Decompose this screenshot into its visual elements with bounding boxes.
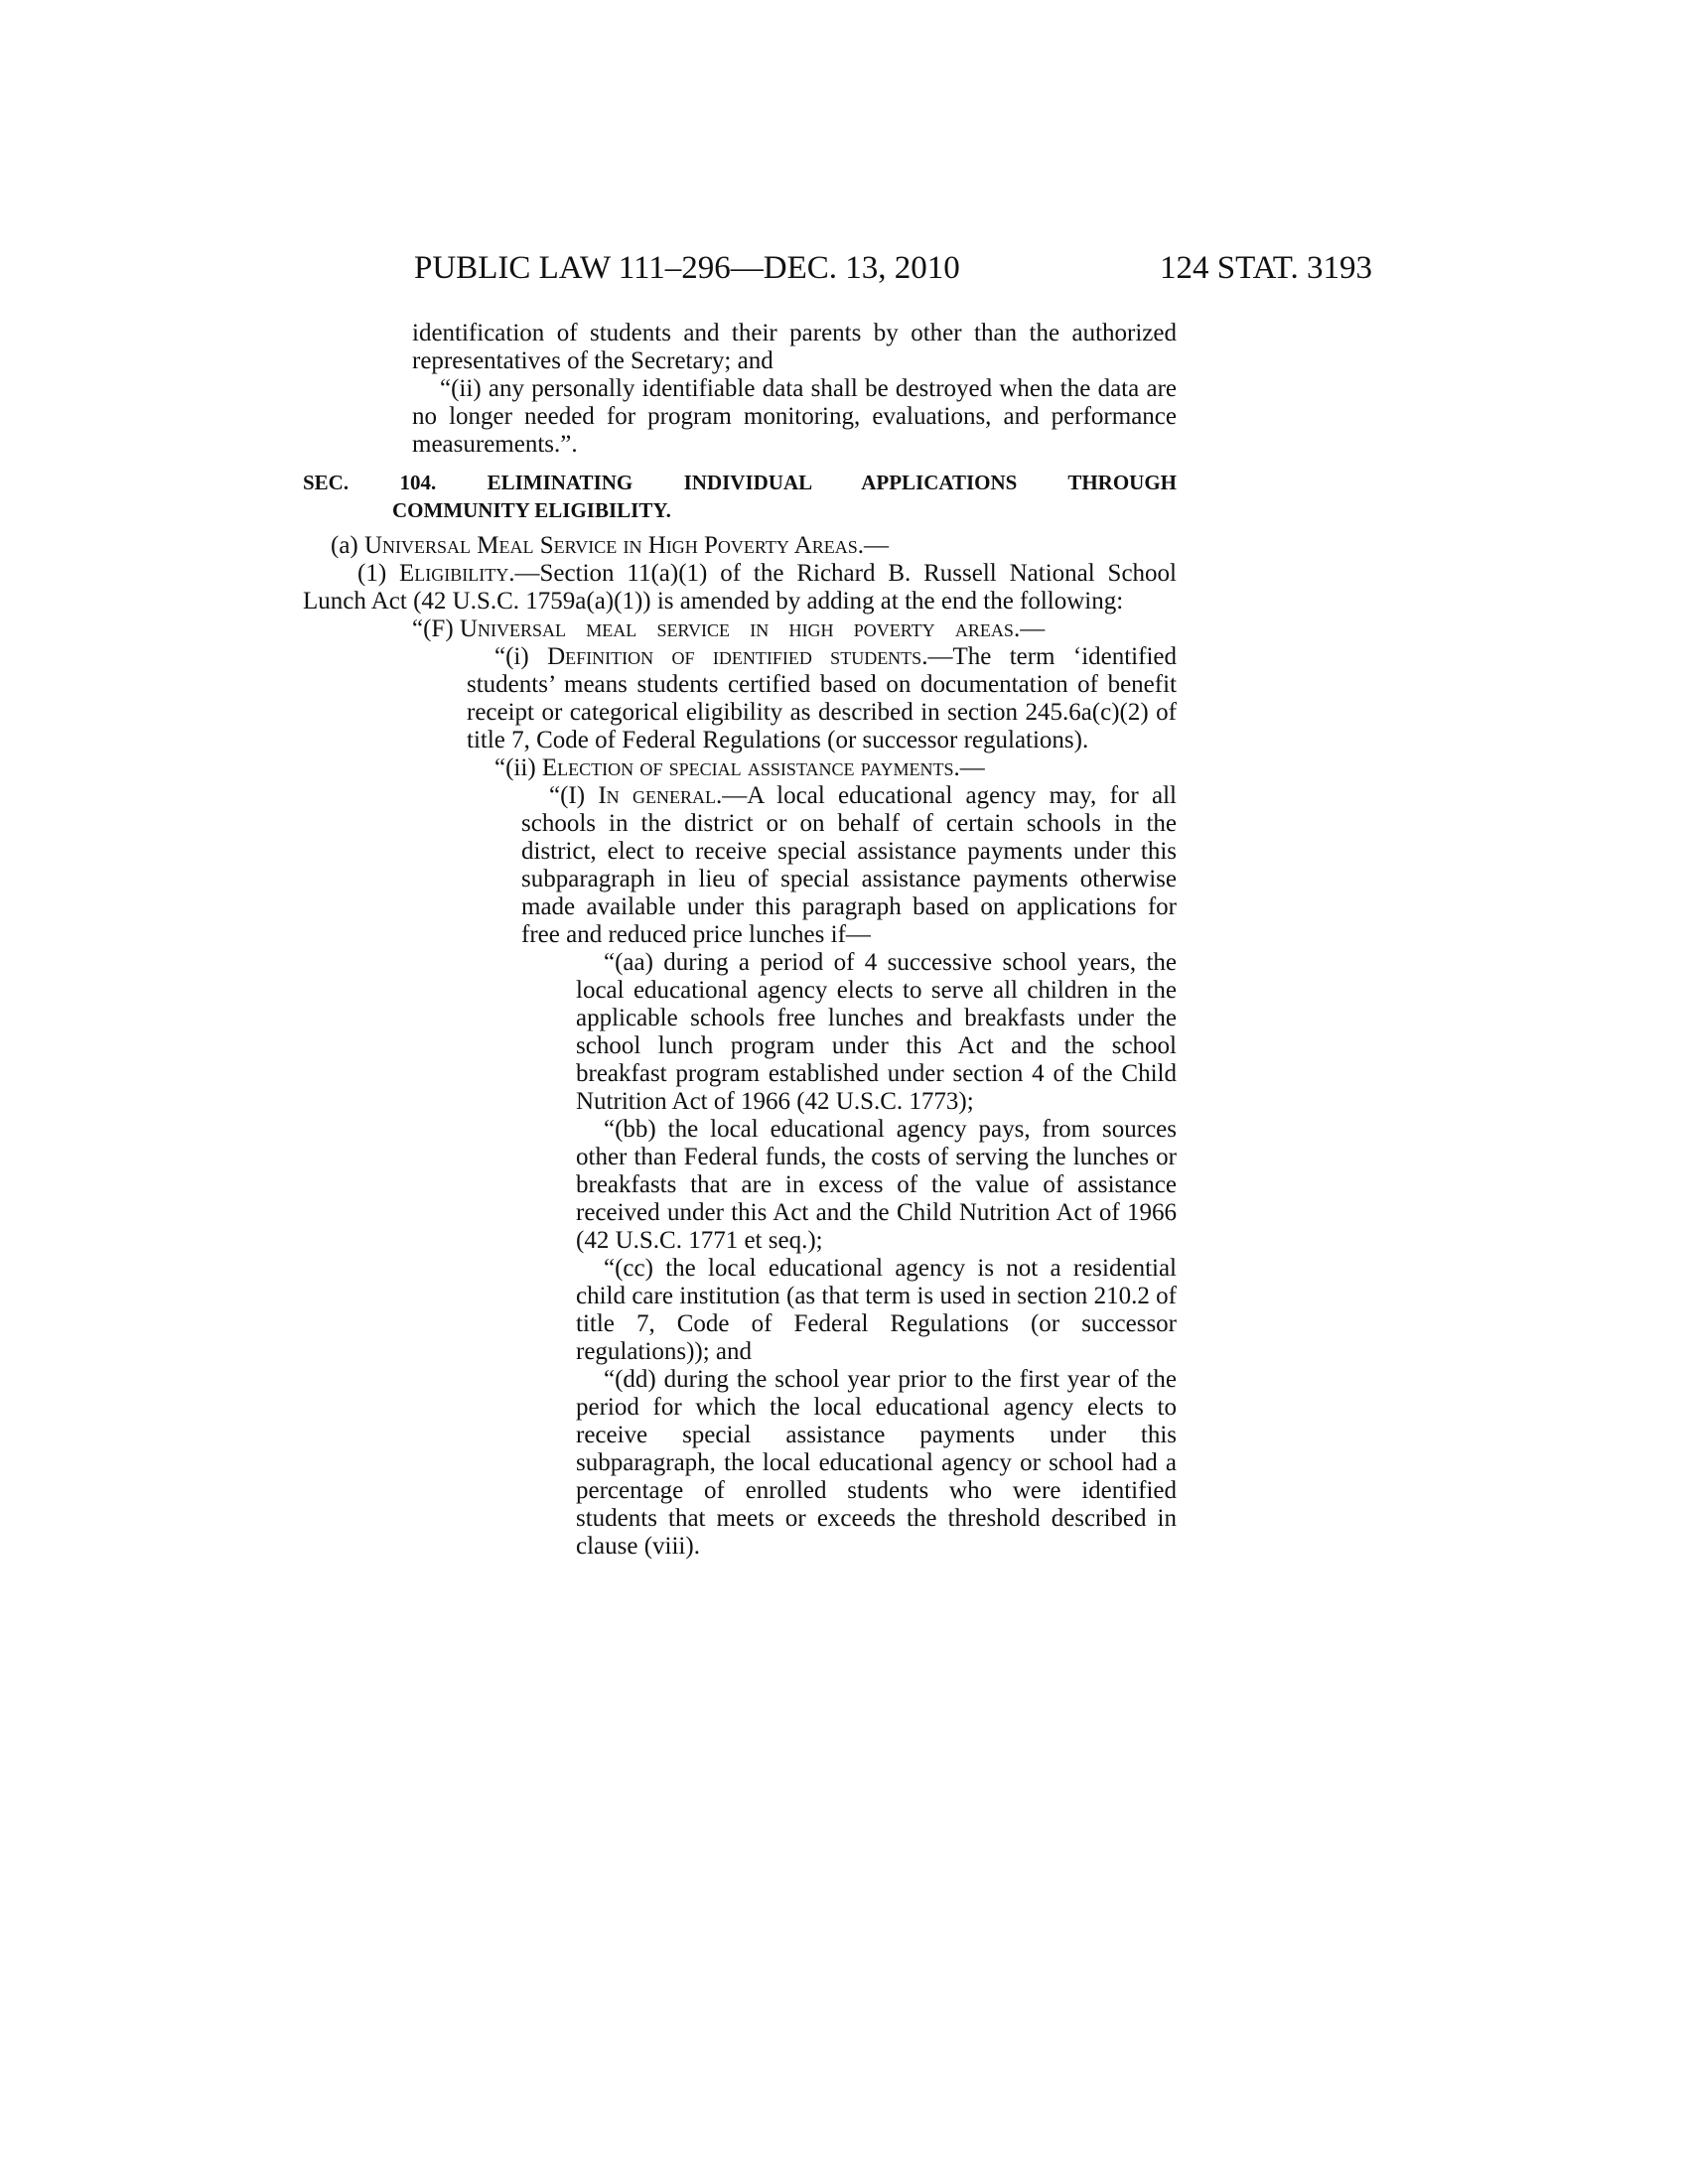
paragraph-continuation: identification of students and their parents by other than the authorized representatives of the Secretary; and	[412, 320, 1177, 374]
clause-ii-label: “(ii)	[494, 754, 542, 781]
section-heading	[303, 469, 1177, 524]
subsection-a-heading	[303, 532, 1177, 560]
paragraph-1-text: .—Section 11(a)(1) of the Richard B. Russell National School Lunch Act (42 U.S.C. 1759a(a)(1)) is amended by adding at the end the following:	[303, 560, 1177, 614]
item-bb: “(bb) the local educational agency pays, from sources other than Federal funds, the costs of serving the lunches or breakfasts that are in excess of the value of assistance received under this Act and the Child Nutrition Act of 1966 (42 U.S.C. 1771 et seq.);	[576, 1116, 1177, 1254]
subparagraph-F-title: Universal meal service in high poverty areas	[459, 615, 1014, 642]
section-heading-line1: SEC. 104. ELIMINATING INDIVIDUAL APPLICATIONS THROUGH	[303, 471, 1177, 494]
paragraph-1-title: Eligibility	[399, 560, 509, 587]
section-heading-line2: COMMUNITY ELIGIBILITY.	[392, 498, 671, 522]
clause-ii-data-destruction: “(ii) any personally identifiable data shall be destroyed when the data are no longer needed for program monitoring, evaluations, and performance measurements.”.	[412, 375, 1177, 458]
subclause-I-general	[357, 782, 1177, 949]
clause-ii-dash: .—	[953, 754, 985, 781]
paragraph-1-eligibility	[303, 560, 1177, 615]
clause-i-definition	[357, 643, 1177, 754]
subclause-I-title: In general	[598, 782, 716, 809]
subsection-a-label: (a)	[331, 532, 364, 559]
subclause-I-text: .—A local educational agency may, for all schools in the district or on behalf of certain schools in the district, elect to receive special assistance payments under this subparagraph in lieu of special assistance payments otherwise made available under this paragraph based on applications for free and reduced price lunches if—	[521, 782, 1178, 948]
clause-ii-election	[357, 754, 1177, 782]
item-dd: “(dd) during the school year prior to the first year of the period for which the local educational agency elects to receive special assistance payments under this subparagraph, the local educational agency or school had a percentage of enrolled students who were identified students that meets or exceeds the threshold described in clause (viii).	[576, 1366, 1177, 1560]
running-header	[414, 248, 1372, 288]
subsection-a-title: Universal Meal Service in High Poverty Areas	[364, 532, 858, 559]
subclause-I-label: “(I)	[549, 782, 599, 809]
clause-i-label: “(i)	[494, 643, 548, 670]
document-body	[303, 320, 1178, 1561]
subsection-a-dash: .—	[857, 532, 890, 559]
subparagraph-F-heading	[357, 615, 1177, 643]
clause-ii-title: Election of special assistance payments	[541, 754, 954, 781]
item-aa: “(aa) during a period of 4 successive school years, the local educational agency elects to serve all children in the applicable schools free lunches and breakfasts under the school lunch program under this Act and the school breakfast program established under section 4 of the Child Nutrition Act of 1966 (42 U.S.C. 1773);	[576, 949, 1177, 1115]
subparagraph-F-label: “(F)	[412, 615, 460, 642]
item-cc: “(cc) the local educational agency is not a residential child care institution (as that term is used in section 210.2 of title 7, Code of Federal Regulations (or successor regulations)); and	[576, 1255, 1177, 1365]
paragraph-1-label: (1)	[357, 560, 400, 587]
subparagraph-F-dash: .—	[1013, 615, 1046, 642]
clause-i-text: .—The term ‘identified students’ means students certified based on documentation of benefit receipt or categorical eligibility as described in section 245.6a(c)(2) of title 7, Code of Federal Regulations (or successor regulations).	[467, 643, 1177, 753]
header-stat-page: 124 STAT. 3193	[1159, 250, 1372, 286]
clause-i-title: Definition of identified students	[547, 643, 922, 670]
header-law-citation: PUBLIC LAW 111–296—DEC. 13, 2010	[414, 250, 960, 286]
